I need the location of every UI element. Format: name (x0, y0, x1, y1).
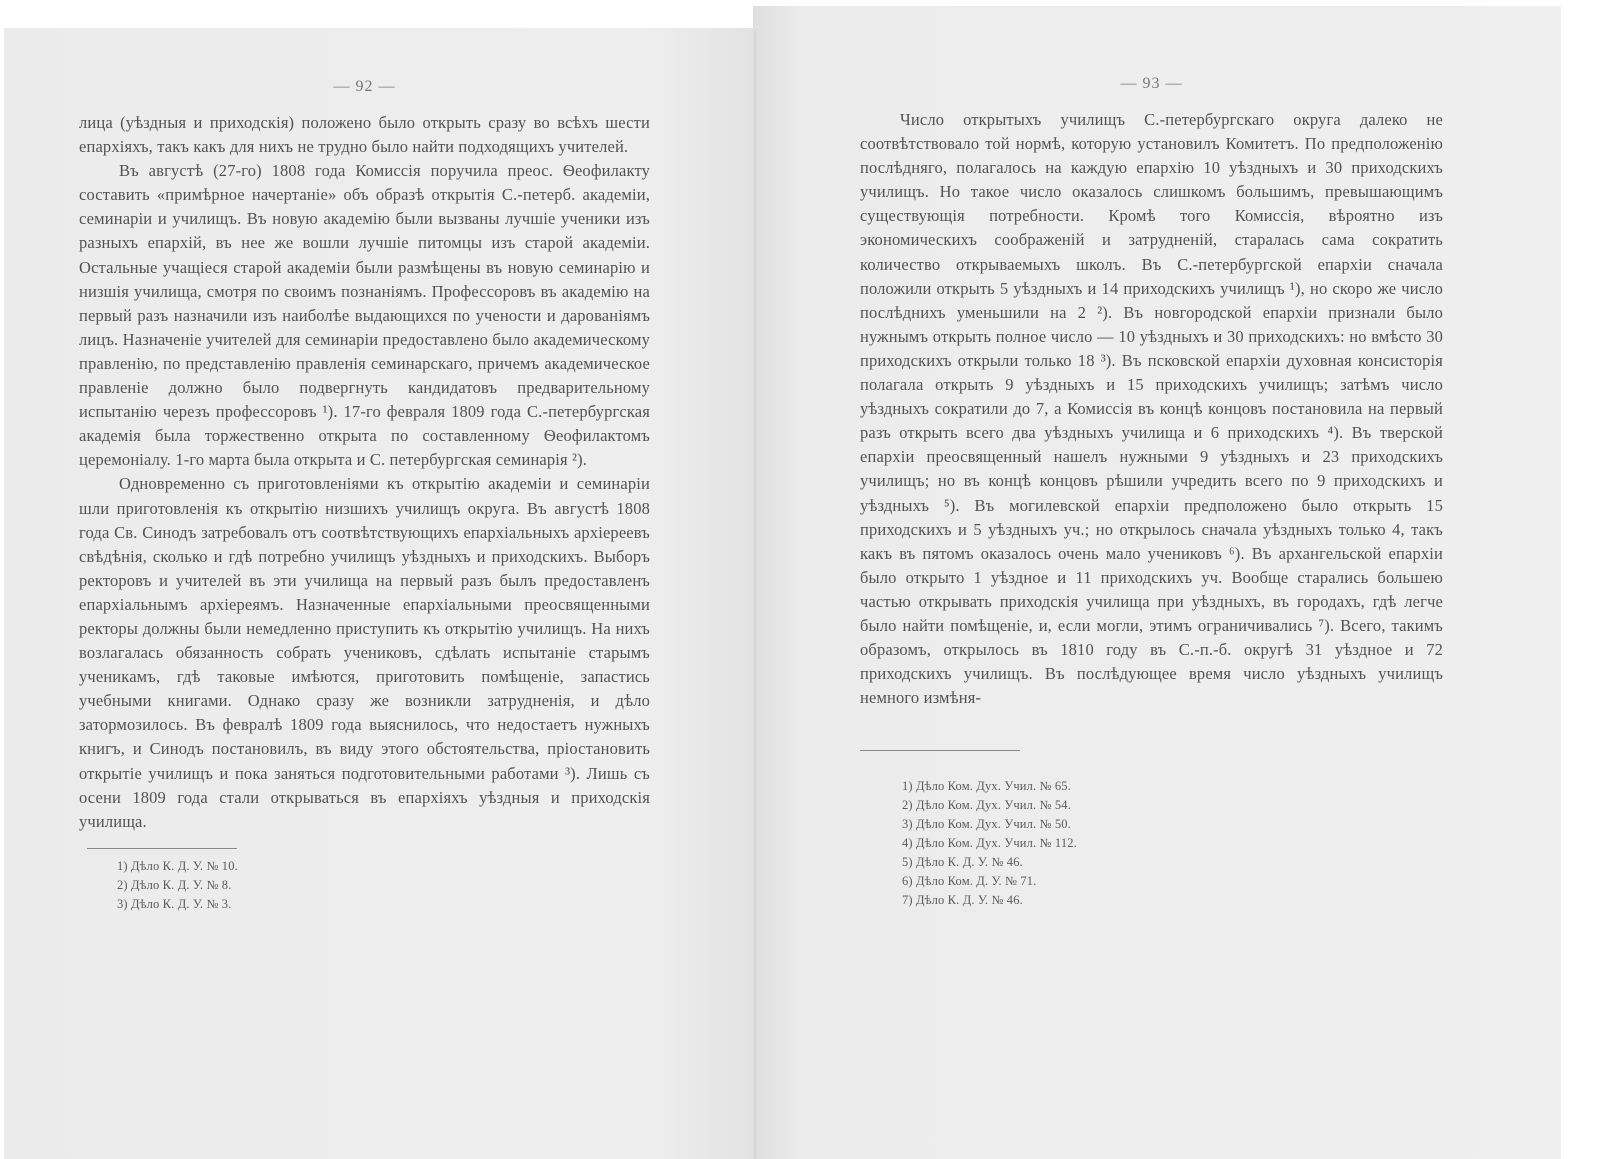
paragraph: Въ августѣ (27-го) 1808 года Комиссія поручила преос. Ѳеофилакту составить «примѣрное начертаніе» объ образѣ открытія С.-петерб. академіи, семинаріи и училищъ. Въ новую академію были вызваны лучшіе ученики изъ разныхъ епархій, въ нее же вошли лучшіе питомцы изъ старой академіи. Остальные учащіеся старой академіи были размѣщены въ новую семинарію и низшія училища, смотря по своимъ познаніямъ. Профессоровъ въ академію на первый разъ назначили изъ наиболѣе выдающихся по учености и дарованіямъ лицъ. Назначеніе учителей для семинаріи предоставлено было академическому правленію, по представленію правленія семинарскаго, причемъ академическое правленіе должно было подвергнуть кандидатовъ предварительному испытанію черезъ профессоровъ ¹). 17-го февраля 1809 года С.-петербургская академія была торжественно открыта по составленному Ѳеофилактомъ церемоніалу. 1-го марта была открыта и С. петербургская семинарія ²). (79, 161, 650, 470)
page-body (860, 108, 1443, 710)
footnote-rule (860, 750, 1020, 751)
page-number: — 93 — (1120, 75, 1183, 92)
left-page (79, 75, 650, 914)
paragraph: Число открытыхъ училищъ С.-петербургскаго округа далеко не соотвѣтствовало той нормѣ, которую установилъ Комитетъ. По предположенію послѣдняго, полагалось на каждую епархію 10 уѣздныхъ и 30 приходскихъ училищъ. Но такое число оказалось слишкомъ большимъ, превышающимъ существующія потребности. Кромѣ того Комиссія, вѣроятно изъ экономическихъ соображеній и затрудненій, старалась сама сократить количество открываемыхъ школъ. Въ С.-петербургской епархіи сначала положили открыть 5 уѣздныхъ и 14 приходскихъ училищъ ¹), но скоро же число послѣднихъ уменьшили на 2 ²). Въ новгородской епархіи признали было нужнымъ открыть полное число — 10 уѣздныхъ и 30 приходскихъ: но вмѣсто 30 приходскихъ открыли только 18 ³). Въ псковской епархіи духовная консисторія полагала открыть 9 уѣздныхъ и 15 приходскихъ училищъ; затѣмъ число уѣздныхъ сократили до 7, а Комиссія въ концѣ концовъ постановила на первый разъ открыть всего два уѣздныхъ училища и 6 приходскихъ ⁴). Въ тверской епархіи преосвященный нашелъ нужными 9 уѣздныхъ и 23 приходскихъ училищъ; но въ концѣ концовъ рѣшили учредить всего по 9 приходскихъ и уѣздныхъ ⁵). Въ могилевской епархіи предположено было открыть 15 приходскихъ и 5 уѣздныхъ уч.; но открылось сначала уѣздныхъ только 4, такъ какъ въ пятомъ оказалось очень мало учениковъ ⁶). Въ архангельской епархіи было открыто 1 уѣздное и 11 приходскихъ уч. Вообще старались большею частью открывать приходскія училища при уѣздныхъ, въ городахъ, гдѣ легче было найти помѣщеніе, и, если могли, этимъ ограничивались ⁷). Всего, такимъ образомъ, открылось въ 1810 году въ С.-п.-б. округѣ 31 уѣздное и 72 приходскихъ училищъ. Въ послѣдующее время число уѣздныхъ училищъ немного измѣня- (860, 110, 1443, 708)
footnote: 3) Дѣло К. Д. У. № 3. (117, 896, 232, 911)
footnote: 1) Дѣло К. Д. У. № 10. (117, 858, 238, 873)
footnotes (79, 857, 650, 914)
footnote: 3) Дѣло Ком. Дух. Учил. № 50. (902, 817, 1071, 832)
footnote: 5) Дѣло К. Д. У. № 46. (902, 855, 1023, 870)
footnote: 1) Дѣло Ком. Дух. Учил. № 65. (902, 779, 1071, 794)
footnote: 7) Дѣло К. Д. У. № 46. (902, 893, 1023, 908)
page-number: — 92 — (333, 78, 396, 95)
page-body (79, 111, 650, 834)
footnote: 2) Дѣло К. Д. У. № 8. (117, 877, 232, 892)
right-page (860, 72, 1443, 910)
footnote: 2) Дѣло Ком. Дух. Учил. № 54. (902, 798, 1071, 813)
footnotes (860, 777, 1443, 910)
paragraph: Одновременно съ приготовленіями къ открытію академіи и семинаріи шли приготовленія къ открытію низшихъ училищъ округа. Въ августѣ 1808 года Св. Синодъ затребовалъ отъ соотвѣтствующихъ епархіальныхъ архіереевъ свѣдѣнія, сколько и гдѣ потребно училищъ уѣздныхъ и приходскихъ. Выборъ ректоровъ и учителей въ эти училища на первый разъ былъ предоставленъ епархіальнымъ архіереямъ. Назначенные епархіальными преосвященными ректоры должны были немедленно приступить къ открытію училищъ. На нихъ возлагалась обязанность собрать учениковъ, сдѣлать испытаніе старымъ ученикамъ, гдѣ таковые имѣются, приготовить помѣщеніе, запастись учебными книгами. Однако сразу же возникли затрудненія, и дѣло затормозилось. Въ февралѣ 1809 года выяснилось, что недостаетъ нужныхъ книгъ, и Синодъ постановилъ, въ виду этого обстоятельства, пріостановить открытіе училищъ и пока заняться подготовительными работами ³). Лишь съ осени 1809 года стали открываться въ епархіяхъ уѣздныя и приходскія училища. (79, 474, 650, 831)
footnote: 4) Дѣло Ком. Дух. Учил. № 112. (902, 836, 1077, 851)
paragraph: лица (уѣздныя и приходскія) положено было открыть сразу во всѣхъ шести епархіяхъ, такъ какъ для нихъ не трудно было найти подходящихъ учителей. (79, 113, 650, 157)
footnote-rule (87, 848, 237, 849)
book-gutter (752, 30, 758, 1159)
footnote: 6) Дѣло Ком. Д. У. № 71. (902, 874, 1037, 889)
